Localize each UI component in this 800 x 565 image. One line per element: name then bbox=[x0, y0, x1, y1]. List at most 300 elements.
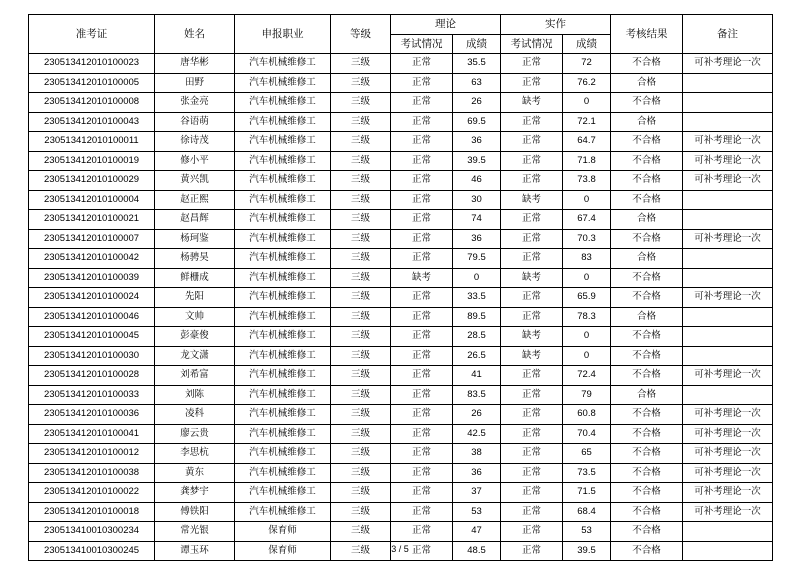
cell-name: 谷语萌 bbox=[155, 112, 235, 132]
header-result: 考核结果 bbox=[611, 15, 683, 54]
cell-theory-score: 39.5 bbox=[453, 151, 501, 171]
table-header bbox=[29, 15, 773, 54]
cell-name: 唐华彬 bbox=[155, 54, 235, 74]
cell-note bbox=[683, 210, 773, 230]
cell-theory-score: 26 bbox=[453, 405, 501, 425]
cell-result: 不合格 bbox=[611, 288, 683, 308]
cell-level: 三级 bbox=[331, 405, 391, 425]
cell-note: 可补考理论一次 bbox=[683, 288, 773, 308]
cell-name: 傅铁阳 bbox=[155, 502, 235, 522]
cell-theory-score: 42.5 bbox=[453, 424, 501, 444]
cell-practice-situation: 正常 bbox=[501, 444, 563, 464]
cell-theory-situation: 正常 bbox=[391, 54, 453, 74]
cell-job: 汽车机械维修工 bbox=[235, 132, 331, 152]
cell-job: 汽车机械维修工 bbox=[235, 463, 331, 483]
cell-name: 张金亮 bbox=[155, 93, 235, 113]
header-practice-group: 实作 bbox=[501, 15, 611, 35]
cell-note bbox=[683, 522, 773, 542]
cell-result: 不合格 bbox=[611, 444, 683, 464]
cell-theory-situation: 正常 bbox=[391, 346, 453, 366]
header-job: 申报职业 bbox=[235, 15, 331, 54]
cell-name: 黄东 bbox=[155, 463, 235, 483]
table-row bbox=[29, 210, 773, 230]
header-level: 等级 bbox=[331, 15, 391, 54]
table-row bbox=[29, 444, 773, 464]
cell-practice-score: 60.8 bbox=[563, 405, 611, 425]
cell-job: 汽车机械维修工 bbox=[235, 327, 331, 347]
cell-practice-score: 76.2 bbox=[563, 73, 611, 93]
cell-theory-score: 28.5 bbox=[453, 327, 501, 347]
cell-note: 可补考理论一次 bbox=[683, 132, 773, 152]
cell-result: 合格 bbox=[611, 249, 683, 269]
cell-job: 汽车机械维修工 bbox=[235, 151, 331, 171]
table-row bbox=[29, 327, 773, 347]
cell-practice-situation: 缺考 bbox=[501, 93, 563, 113]
cell-job: 汽车机械维修工 bbox=[235, 210, 331, 230]
cell-level: 三级 bbox=[331, 502, 391, 522]
cell-theory-situation: 正常 bbox=[391, 463, 453, 483]
cell-job: 汽车机械维修工 bbox=[235, 405, 331, 425]
table-row bbox=[29, 522, 773, 542]
cell-name: 刘陈 bbox=[155, 385, 235, 405]
cell-theory-score: 79.5 bbox=[453, 249, 501, 269]
cell-result: 不合格 bbox=[611, 93, 683, 113]
cell-practice-score: 79 bbox=[563, 385, 611, 405]
cell-result: 不合格 bbox=[611, 229, 683, 249]
cell-name: 黄兴凯 bbox=[155, 171, 235, 191]
header-id: 准考证 bbox=[29, 15, 155, 54]
cell-id: 230513412010100043 bbox=[29, 112, 155, 132]
cell-id: 230513412010100036 bbox=[29, 405, 155, 425]
cell-level: 三级 bbox=[331, 522, 391, 542]
table-row bbox=[29, 405, 773, 425]
cell-note: 可补考理论一次 bbox=[683, 483, 773, 503]
cell-id: 230513412010100008 bbox=[29, 93, 155, 113]
cell-id: 230513412010100029 bbox=[29, 171, 155, 191]
cell-name: 廖云贵 bbox=[155, 424, 235, 444]
cell-job: 汽车机械维修工 bbox=[235, 54, 331, 74]
cell-id: 230513412010100012 bbox=[29, 444, 155, 464]
cell-id: 230513410010300245 bbox=[29, 541, 155, 561]
cell-level: 三级 bbox=[331, 307, 391, 327]
table-row bbox=[29, 249, 773, 269]
cell-id: 230513412010100021 bbox=[29, 210, 155, 230]
cell-level: 三级 bbox=[331, 288, 391, 308]
table-row bbox=[29, 268, 773, 288]
cell-note bbox=[683, 327, 773, 347]
cell-note: 可补考理论一次 bbox=[683, 502, 773, 522]
cell-result: 不合格 bbox=[611, 171, 683, 191]
cell-note bbox=[683, 93, 773, 113]
cell-practice-score: 72.1 bbox=[563, 112, 611, 132]
cell-name: 李思杭 bbox=[155, 444, 235, 464]
cell-theory-situation: 正常 bbox=[391, 151, 453, 171]
cell-note: 可补考理论一次 bbox=[683, 366, 773, 386]
cell-result: 合格 bbox=[611, 210, 683, 230]
cell-note bbox=[683, 112, 773, 132]
cell-id: 230513412010100041 bbox=[29, 424, 155, 444]
cell-note bbox=[683, 249, 773, 269]
cell-practice-situation: 正常 bbox=[501, 307, 563, 327]
cell-practice-score: 68.4 bbox=[563, 502, 611, 522]
cell-note bbox=[683, 385, 773, 405]
cell-result: 合格 bbox=[611, 73, 683, 93]
cell-practice-situation: 正常 bbox=[501, 229, 563, 249]
table-row bbox=[29, 385, 773, 405]
cell-result: 不合格 bbox=[611, 522, 683, 542]
cell-level: 三级 bbox=[331, 112, 391, 132]
cell-level: 三级 bbox=[331, 132, 391, 152]
table-row bbox=[29, 346, 773, 366]
table-row bbox=[29, 229, 773, 249]
cell-practice-situation: 缺考 bbox=[501, 268, 563, 288]
cell-theory-score: 35.5 bbox=[453, 54, 501, 74]
table-row bbox=[29, 307, 773, 327]
cell-id: 230513412010100023 bbox=[29, 54, 155, 74]
cell-practice-score: 73.5 bbox=[563, 463, 611, 483]
cell-result: 不合格 bbox=[611, 132, 683, 152]
table-row bbox=[29, 151, 773, 171]
cell-id: 230513412010100038 bbox=[29, 463, 155, 483]
header-practice-score: 成绩 bbox=[563, 34, 611, 54]
cell-practice-situation: 正常 bbox=[501, 249, 563, 269]
cell-level: 三级 bbox=[331, 249, 391, 269]
table-row bbox=[29, 54, 773, 74]
cell-id: 230513412010100007 bbox=[29, 229, 155, 249]
cell-practice-situation: 缺考 bbox=[501, 346, 563, 366]
cell-theory-situation: 正常 bbox=[391, 288, 453, 308]
cell-theory-score: 48.5 bbox=[453, 541, 501, 561]
cell-practice-situation: 正常 bbox=[501, 288, 563, 308]
cell-level: 三级 bbox=[331, 424, 391, 444]
cell-id: 230513412010100022 bbox=[29, 483, 155, 503]
cell-practice-score: 70.3 bbox=[563, 229, 611, 249]
cell-theory-score: 36 bbox=[453, 132, 501, 152]
cell-practice-score: 39.5 bbox=[563, 541, 611, 561]
cell-practice-score: 72.4 bbox=[563, 366, 611, 386]
cell-name: 修小平 bbox=[155, 151, 235, 171]
cell-practice-score: 83 bbox=[563, 249, 611, 269]
cell-result: 不合格 bbox=[611, 327, 683, 347]
cell-job: 汽车机械维修工 bbox=[235, 502, 331, 522]
cell-name: 赵正熙 bbox=[155, 190, 235, 210]
cell-theory-situation: 正常 bbox=[391, 541, 453, 561]
cell-practice-score: 0 bbox=[563, 327, 611, 347]
cell-theory-situation: 缺考 bbox=[391, 268, 453, 288]
table-row bbox=[29, 288, 773, 308]
cell-result: 不合格 bbox=[611, 54, 683, 74]
page-number: 3 / 5 bbox=[391, 544, 409, 554]
cell-result: 不合格 bbox=[611, 268, 683, 288]
cell-id: 230513412010100042 bbox=[29, 249, 155, 269]
cell-note bbox=[683, 346, 773, 366]
cell-level: 三级 bbox=[331, 366, 391, 386]
cell-practice-situation: 正常 bbox=[501, 405, 563, 425]
cell-level: 三级 bbox=[331, 210, 391, 230]
cell-name: 龙文潇 bbox=[155, 346, 235, 366]
cell-name: 刘希富 bbox=[155, 366, 235, 386]
cell-result: 合格 bbox=[611, 112, 683, 132]
cell-theory-score: 46 bbox=[453, 171, 501, 191]
cell-job: 汽车机械维修工 bbox=[235, 346, 331, 366]
cell-level: 三级 bbox=[331, 463, 391, 483]
cell-result: 不合格 bbox=[611, 463, 683, 483]
cell-level: 三级 bbox=[331, 171, 391, 191]
table-body bbox=[29, 54, 773, 561]
cell-level: 三级 bbox=[331, 346, 391, 366]
cell-theory-score: 33.5 bbox=[453, 288, 501, 308]
cell-theory-situation: 正常 bbox=[391, 327, 453, 347]
cell-theory-score: 83.5 bbox=[453, 385, 501, 405]
cell-level: 三级 bbox=[331, 190, 391, 210]
cell-note: 可补考理论一次 bbox=[683, 171, 773, 191]
cell-practice-situation: 正常 bbox=[501, 73, 563, 93]
cell-theory-situation: 正常 bbox=[391, 93, 453, 113]
cell-result: 合格 bbox=[611, 307, 683, 327]
cell-note: 可补考理论一次 bbox=[683, 444, 773, 464]
cell-theory-situation: 正常 bbox=[391, 502, 453, 522]
cell-id: 230513412010100039 bbox=[29, 268, 155, 288]
cell-theory-situation: 正常 bbox=[391, 366, 453, 386]
cell-id: 230513412010100004 bbox=[29, 190, 155, 210]
cell-practice-score: 65 bbox=[563, 444, 611, 464]
cell-level: 三级 bbox=[331, 541, 391, 561]
cell-practice-situation: 缺考 bbox=[501, 327, 563, 347]
cell-practice-score: 65.9 bbox=[563, 288, 611, 308]
cell-practice-situation: 正常 bbox=[501, 483, 563, 503]
cell-theory-situation: 正常 bbox=[391, 112, 453, 132]
cell-id: 230513412010100024 bbox=[29, 288, 155, 308]
cell-theory-score: 37 bbox=[453, 483, 501, 503]
cell-practice-situation: 正常 bbox=[501, 463, 563, 483]
header-note: 备注 bbox=[683, 15, 773, 54]
cell-theory-situation: 正常 bbox=[391, 522, 453, 542]
cell-note bbox=[683, 268, 773, 288]
cell-practice-score: 78.3 bbox=[563, 307, 611, 327]
table-row bbox=[29, 132, 773, 152]
cell-note: 可补考理论一次 bbox=[683, 405, 773, 425]
cell-practice-situation: 正常 bbox=[501, 210, 563, 230]
cell-theory-score: 69.5 bbox=[453, 112, 501, 132]
cell-result: 不合格 bbox=[611, 366, 683, 386]
cell-practice-situation: 正常 bbox=[501, 112, 563, 132]
cell-theory-score: 41 bbox=[453, 366, 501, 386]
table-row bbox=[29, 463, 773, 483]
cell-result: 合格 bbox=[611, 385, 683, 405]
cell-practice-situation: 正常 bbox=[501, 385, 563, 405]
cell-name: 文帅 bbox=[155, 307, 235, 327]
cell-level: 三级 bbox=[331, 327, 391, 347]
cell-id: 230513412010100028 bbox=[29, 366, 155, 386]
cell-theory-situation: 正常 bbox=[391, 424, 453, 444]
cell-practice-score: 0 bbox=[563, 190, 611, 210]
cell-practice-score: 67.4 bbox=[563, 210, 611, 230]
cell-theory-score: 30 bbox=[453, 190, 501, 210]
cell-practice-score: 70.4 bbox=[563, 424, 611, 444]
cell-practice-score: 53 bbox=[563, 522, 611, 542]
cell-id: 230513412010100005 bbox=[29, 73, 155, 93]
cell-note bbox=[683, 73, 773, 93]
cell-theory-score: 36 bbox=[453, 229, 501, 249]
table-row bbox=[29, 171, 773, 191]
cell-job: 汽车机械维修工 bbox=[235, 385, 331, 405]
cell-job: 保育师 bbox=[235, 522, 331, 542]
cell-job: 汽车机械维修工 bbox=[235, 288, 331, 308]
cell-practice-score: 72 bbox=[563, 54, 611, 74]
cell-practice-situation: 正常 bbox=[501, 151, 563, 171]
cell-result: 不合格 bbox=[611, 483, 683, 503]
cell-name: 徐诗茂 bbox=[155, 132, 235, 152]
cell-name: 赵昌辉 bbox=[155, 210, 235, 230]
cell-practice-score: 71.8 bbox=[563, 151, 611, 171]
cell-theory-score: 36 bbox=[453, 463, 501, 483]
cell-name: 杨骋昊 bbox=[155, 249, 235, 269]
cell-level: 三级 bbox=[331, 54, 391, 74]
table-row bbox=[29, 93, 773, 113]
cell-theory-score: 38 bbox=[453, 444, 501, 464]
cell-level: 三级 bbox=[331, 93, 391, 113]
cell-theory-situation: 正常 bbox=[391, 73, 453, 93]
table-row bbox=[29, 112, 773, 132]
cell-job: 汽车机械维修工 bbox=[235, 93, 331, 113]
table-row bbox=[29, 424, 773, 444]
cell-id: 230513412010100045 bbox=[29, 327, 155, 347]
cell-note: 可补考理论一次 bbox=[683, 151, 773, 171]
table-row bbox=[29, 73, 773, 93]
cell-theory-situation: 正常 bbox=[391, 405, 453, 425]
cell-theory-score: 47 bbox=[453, 522, 501, 542]
cell-level: 三级 bbox=[331, 483, 391, 503]
cell-practice-score: 0 bbox=[563, 346, 611, 366]
cell-id: 230513412010100046 bbox=[29, 307, 155, 327]
cell-name: 杨珂鉴 bbox=[155, 229, 235, 249]
table-row bbox=[29, 366, 773, 386]
cell-name: 谭玉环 bbox=[155, 541, 235, 561]
header-name: 姓名 bbox=[155, 15, 235, 54]
cell-id: 230513412010100018 bbox=[29, 502, 155, 522]
cell-level: 三级 bbox=[331, 73, 391, 93]
cell-level: 三级 bbox=[331, 444, 391, 464]
cell-job: 汽车机械维修工 bbox=[235, 307, 331, 327]
cell-theory-situation: 正常 bbox=[391, 249, 453, 269]
cell-theory-score: 63 bbox=[453, 73, 501, 93]
cell-practice-situation: 正常 bbox=[501, 424, 563, 444]
cell-name: 田野 bbox=[155, 73, 235, 93]
exam-results-table bbox=[28, 14, 773, 561]
table-row bbox=[29, 483, 773, 503]
cell-practice-score: 73.8 bbox=[563, 171, 611, 191]
cell-job: 保育师 bbox=[235, 541, 331, 561]
cell-job: 汽车机械维修工 bbox=[235, 366, 331, 386]
cell-theory-situation: 正常 bbox=[391, 190, 453, 210]
cell-theory-situation: 正常 bbox=[391, 171, 453, 191]
cell-job: 汽车机械维修工 bbox=[235, 73, 331, 93]
cell-result: 不合格 bbox=[611, 190, 683, 210]
header-theory-group: 理论 bbox=[391, 15, 501, 35]
cell-level: 三级 bbox=[331, 229, 391, 249]
cell-theory-score: 89.5 bbox=[453, 307, 501, 327]
cell-practice-situation: 正常 bbox=[501, 54, 563, 74]
cell-theory-situation: 正常 bbox=[391, 307, 453, 327]
cell-id: 230513412010100033 bbox=[29, 385, 155, 405]
cell-id: 230513412010100011 bbox=[29, 132, 155, 152]
cell-practice-situation: 正常 bbox=[501, 171, 563, 191]
cell-job: 汽车机械维修工 bbox=[235, 171, 331, 191]
cell-job: 汽车机械维修工 bbox=[235, 112, 331, 132]
cell-level: 三级 bbox=[331, 268, 391, 288]
cell-name: 凌科 bbox=[155, 405, 235, 425]
cell-practice-situation: 正常 bbox=[501, 541, 563, 561]
cell-note: 可补考理论一次 bbox=[683, 54, 773, 74]
cell-result: 不合格 bbox=[611, 346, 683, 366]
cell-job: 汽车机械维修工 bbox=[235, 424, 331, 444]
cell-note: 可补考理论一次 bbox=[683, 229, 773, 249]
cell-note: 可补考理论一次 bbox=[683, 424, 773, 444]
table-row bbox=[29, 190, 773, 210]
cell-job: 汽车机械维修工 bbox=[235, 444, 331, 464]
cell-name: 龚梦宇 bbox=[155, 483, 235, 503]
cell-theory-situation: 正常 bbox=[391, 483, 453, 503]
cell-level: 三级 bbox=[331, 385, 391, 405]
cell-note: 可补考理论一次 bbox=[683, 463, 773, 483]
header-theory-situation: 考试情况 bbox=[391, 34, 453, 54]
cell-theory-situation: 正常 bbox=[391, 132, 453, 152]
cell-result: 不合格 bbox=[611, 405, 683, 425]
cell-practice-situation: 正常 bbox=[501, 522, 563, 542]
cell-id: 230513412010100030 bbox=[29, 346, 155, 366]
cell-level: 三级 bbox=[331, 151, 391, 171]
cell-id: 230513412010100019 bbox=[29, 151, 155, 171]
cell-theory-score: 26 bbox=[453, 93, 501, 113]
cell-job: 汽车机械维修工 bbox=[235, 229, 331, 249]
cell-note bbox=[683, 190, 773, 210]
cell-theory-score: 26.5 bbox=[453, 346, 501, 366]
cell-theory-situation: 正常 bbox=[391, 229, 453, 249]
cell-result: 不合格 bbox=[611, 151, 683, 171]
cell-result: 不合格 bbox=[611, 502, 683, 522]
cell-practice-score: 71.5 bbox=[563, 483, 611, 503]
cell-result: 不合格 bbox=[611, 424, 683, 444]
cell-id: 230513410010300234 bbox=[29, 522, 155, 542]
header-practice-situation: 考试情况 bbox=[501, 34, 563, 54]
cell-name: 先阳 bbox=[155, 288, 235, 308]
table-row bbox=[29, 502, 773, 522]
cell-practice-situation: 正常 bbox=[501, 502, 563, 522]
cell-note bbox=[683, 307, 773, 327]
cell-practice-score: 0 bbox=[563, 93, 611, 113]
cell-theory-score: 53 bbox=[453, 502, 501, 522]
cell-theory-score: 74 bbox=[453, 210, 501, 230]
header-theory-score: 成绩 bbox=[453, 34, 501, 54]
cell-practice-situation: 缺考 bbox=[501, 190, 563, 210]
cell-name: 鲜栅成 bbox=[155, 268, 235, 288]
cell-practice-situation: 正常 bbox=[501, 132, 563, 152]
cell-job: 汽车机械维修工 bbox=[235, 190, 331, 210]
cell-practice-situation: 正常 bbox=[501, 366, 563, 386]
cell-theory-situation: 正常 bbox=[391, 210, 453, 230]
cell-practice-score: 0 bbox=[563, 268, 611, 288]
cell-practice-score: 64.7 bbox=[563, 132, 611, 152]
cell-result: 不合格 bbox=[611, 541, 683, 561]
cell-job: 汽车机械维修工 bbox=[235, 268, 331, 288]
cell-job: 汽车机械维修工 bbox=[235, 483, 331, 503]
cell-theory-situation: 正常 bbox=[391, 385, 453, 405]
cell-job: 汽车机械维修工 bbox=[235, 249, 331, 269]
cell-name: 彭豪俊 bbox=[155, 327, 235, 347]
cell-name: 常光银 bbox=[155, 522, 235, 542]
cell-theory-situation: 正常 bbox=[391, 444, 453, 464]
cell-theory-score: 0 bbox=[453, 268, 501, 288]
